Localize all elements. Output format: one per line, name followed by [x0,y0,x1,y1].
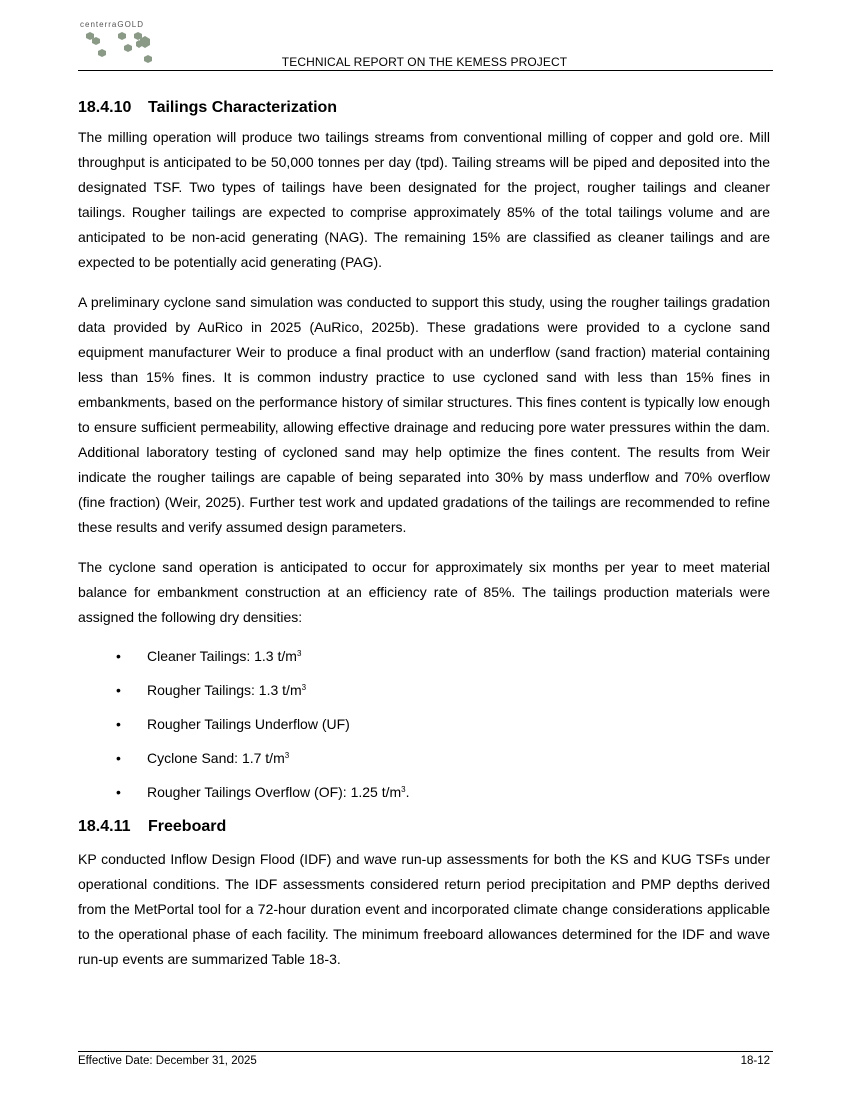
list-item [78,741,770,775]
section-title: Freeboard [148,818,227,835]
superscript: 3 [284,751,290,760]
bullet-icon: • [116,716,121,732]
footer-divider [78,1051,773,1052]
section-number: 18.4.10 [78,99,132,116]
list-item-text: Cleaner Tailings: 1.3 t/m [147,648,297,664]
superscript: 3 [301,683,307,692]
list-item-text: Rougher Tailings Underflow (UF) [147,716,350,732]
paragraph: KP conducted Inflow Design Flood (IDF) and wave run-up assessments for both the KS and KUG TSFs under operational conditions. The IDF assessments considered return period precipitation and PMP depths derived from the MetPortal tool for a 72-hour duration event and incorporated climate change considerations applicable to the operational phase of each facility. The minimum freeboard allowances determined for the IDF and wave run-up events are summarized Table 18-3. [78,851,770,967]
list-item-tail: . [405,784,410,800]
page-content [78,96,770,972]
dry-density-list [78,639,770,809]
paragraph: The cyclone sand operation is anticipated to occur for approximately six months per year to meet material balance for embankment construction at an efficiency rate of 85%. The tailings production materials were assigned the following dry densities: [78,559,770,625]
logo-wordmark: centerraGOLD [80,20,145,29]
section-number: 18.4.11 [78,818,131,835]
bullet-icon: • [116,750,121,766]
list-item-text: Rougher Tailings Overflow (OF): 1.25 t/m [147,784,402,800]
bullet-icon: • [116,682,121,698]
page-number: 18-12 [740,1055,770,1067]
superscript: 3 [401,785,406,794]
paragraph: A preliminary cyclone sand simulation was conducted to support this study, using the rougher tailings gradation data provided by AuRico in 2025 (AuRico, 2025b). These gradations were provided to a cyclone sand equipment manufacturer Weir to produce a final product with an underflow (sand fraction) material containing less than 15% fines. It is common industry practice to use cycloned sand with less than 15% fines in embankments, based on the performance history of similar structures. This fines content is typically low enough to ensure sufficient permeability, allowing effective drainage and reducing pore water pressures within the dam. Additional laboratory testing of cycloned sand may help optimize the fines content. The results from Weir indicate the rougher tailings are capable of being separated into 30% by mass underflow and 70% overflow (fine fraction) (Weir, 2025). Further test work and updated gradations of the tailings are recommended to refine these results and verify assumed design parameters. [78,294,770,535]
section-heading-freeboard [78,815,770,839]
list-item [78,673,770,707]
section-heading-tailings [78,96,770,120]
list-item [78,775,770,809]
list-item [78,707,770,741]
list-item-text: Cyclone Sand: 1.7 t/m [147,750,285,766]
superscript: 3 [296,649,302,658]
list-item-text: Rougher Tailings: 1.3 t/m [147,682,302,698]
list-item [78,639,770,673]
paragraph: The milling operation will produce two tailings streams from conventional milling of copper and gold ore. Mill throughput is anticipated to be 50,000 tonnes per day (tpd). Tailing streams will be piped and deposited into the designated TSF. Two types of tailings have been designated for the project, rougher tailings and cleaner tailings. Rougher tailings are expected to comprise approximately 85% of the total tailings volume and are anticipated to be non-acid generating (NAG). The remaining 15% are classified as cleaner tailings and are expected to be potentially acid generating (PAG). [78,129,770,270]
effective-date: Effective Date: December 31, 2025 [78,1055,257,1067]
bullet-icon: • [116,648,121,664]
bullet-icon: • [116,784,121,800]
report-header-title: TECHNICAL REPORT ON THE KEMESS PROJECT [281,55,568,69]
section-title: Tailings Characterization [148,99,338,116]
header-divider [78,70,773,71]
